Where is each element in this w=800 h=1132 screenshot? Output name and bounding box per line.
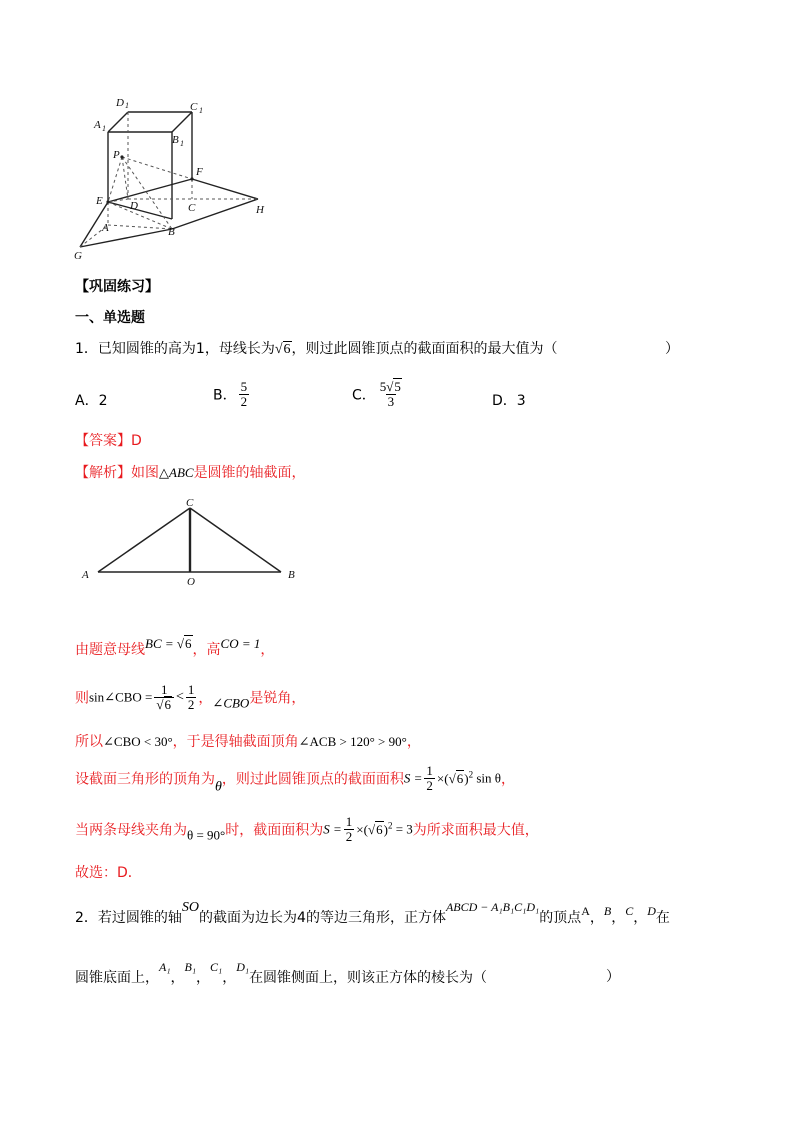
label-h: H: [256, 204, 264, 216]
cube-figure: [70, 95, 280, 265]
svg-text:1: 1: [180, 139, 184, 148]
label-b: B: [168, 226, 175, 238]
label-d: D: [130, 200, 138, 212]
option-a[interactable]: A．2: [75, 393, 108, 409]
option-b[interactable]: B． $\frac{5}{2}$: [213, 379, 248, 409]
section-header: 【巩固练习】: [75, 279, 159, 295]
tri-label-c: C: [186, 497, 194, 509]
label-c: C: [188, 202, 196, 214]
option-c[interactable]: C． $\frac{5√5}{3}$: [352, 379, 401, 409]
analysis-conclusion: 故选：D．: [75, 865, 142, 881]
analysis-line-2: 由题意母线BC = √6，高CO = 1，: [75, 636, 275, 658]
tri-label-o: O: [187, 576, 195, 586]
tri-label-a: A: [82, 569, 89, 581]
question-2-close-paren: ）: [606, 969, 620, 985]
svg-text:1: 1: [102, 124, 106, 133]
triangle-figure: [78, 496, 303, 586]
label-e: E: [96, 195, 103, 207]
answer-line: 【答案】D: [75, 433, 142, 449]
label-g: G: [74, 250, 82, 262]
tri-label-b: B: [288, 569, 295, 581]
label-p: P: [113, 149, 120, 161]
analysis-line-5: 设截面三角形的顶角为θ，则过此圆锥顶点的截面面积S = $\frac{1}{2}$ $\times(√6)^2$ sin θ，: [75, 763, 515, 795]
label-a1: A: [94, 119, 101, 131]
svg-text:1: 1: [125, 101, 129, 110]
svg-text:1: 1: [199, 106, 203, 115]
question-1-close-paren: ）: [665, 341, 679, 357]
label-a: A: [102, 222, 109, 234]
analysis-line-4: 所以∠CBO < 30°，于是得轴截面顶角∠ACB > 120° > 90°，: [75, 734, 421, 750]
label-f: F: [196, 166, 203, 178]
analysis-line-6: 当两条母线夹角为θ = 90°时，截面面积为S = $\frac{1}{2}$ $\times(√6)^2 = 3$为所求面积最大值，: [75, 814, 539, 844]
analysis-line-3: 则sin∠CBO = $\frac{1}{√6}$ < $\frac{1}{2}$ ，∠CBO是锐角，: [75, 682, 306, 712]
question-2-line-1: 2．若过圆锥的轴SO的截面为边长为4的等边三角形，正方体ABCD − A₁B₁C₁D₁的顶点A，B，C，D在: [75, 900, 670, 926]
analysis-line-1: 【解析】如图△ABC是圆锥的轴截面，: [75, 465, 306, 481]
label-c1: C: [190, 101, 198, 113]
option-d[interactable]: D．3: [492, 393, 526, 409]
subsection-title: 一、单选题: [75, 310, 145, 326]
label-d1: D: [116, 97, 124, 109]
question-2-line-2: 圆锥底面上，A₁，B₁，C₁，D₁在圆锥侧面上，则该正方体的棱长为（: [75, 960, 488, 986]
label-b1: B: [172, 134, 179, 146]
question-1: 1．已知圆锥的高为1，母线长为√6，则过此圆锥顶点的截面面积的最大值为（: [75, 341, 558, 357]
